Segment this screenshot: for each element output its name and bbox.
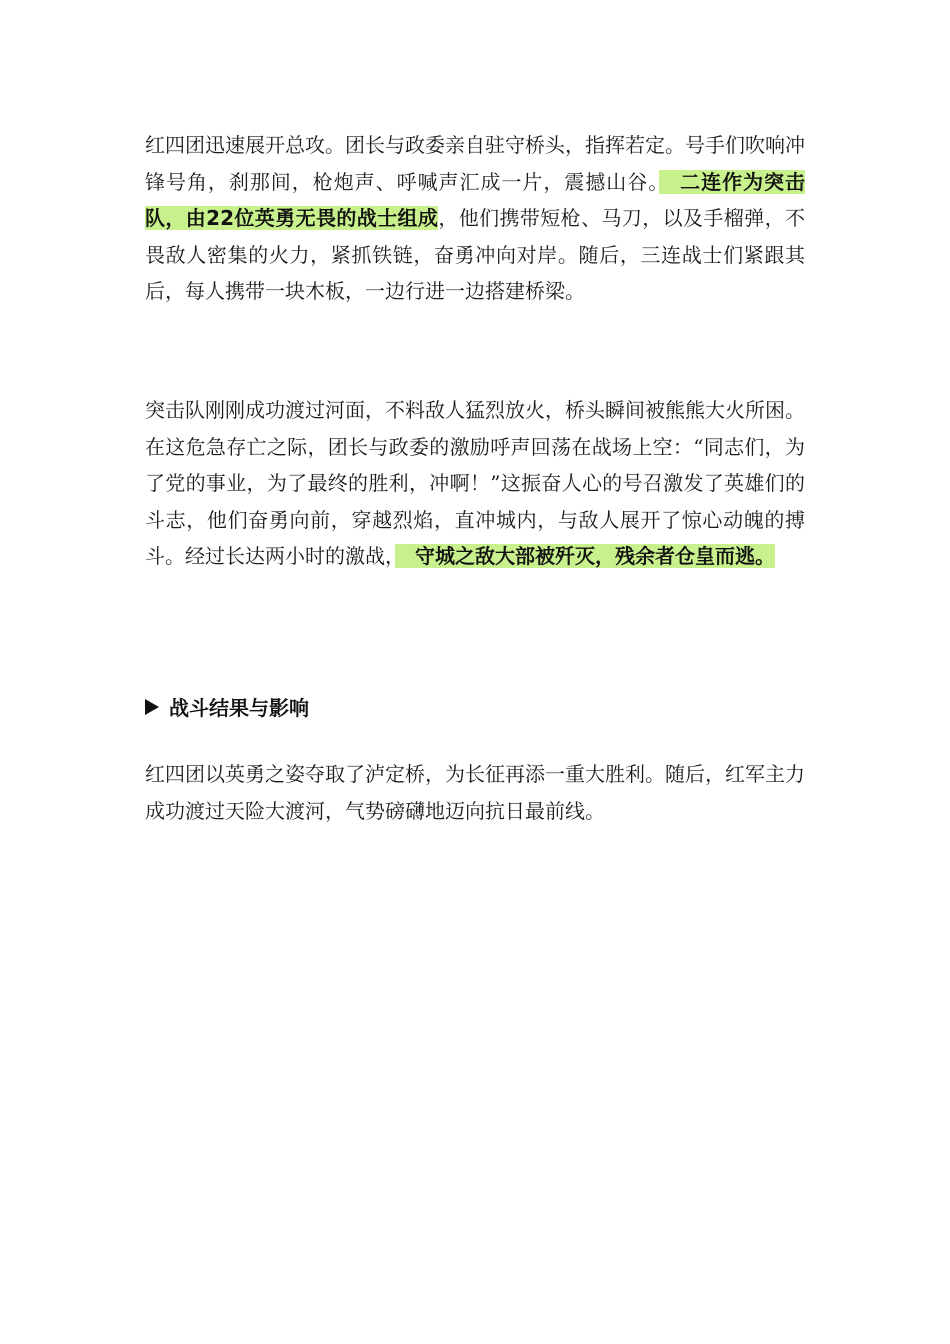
paragraph-assault-text: 红四团迅速展开总攻。团长与政委亲自驻守桥头，指挥若定。号手们吹响冲锋号角，刹那间，枪炮声、呼喊声汇成一片，震撼山谷。 [145, 133, 805, 194]
right-triangle-bullet-icon [145, 699, 159, 715]
paragraph-fire-battle-text: 突击队刚刚成功渡过河面，不料敌人猛烈放火，桥头瞬间被熊熊大火所困。在这危急存亡之际，团长与政委的激励呼声回荡在战场上空：“同志们，为了党的事业，为了最终的胜利，冲啊！”这振奋人心的号召激发了英雄们的斗志，他们奋勇向前，穿越烈焰，直冲城内，与敌人展开了惊心动魄的搏斗。经过长达两小时的激战， [145, 398, 805, 568]
paragraph-assault [145, 127, 805, 310]
paragraph-result-text: 红四团以英勇之姿夺取了泸定桥，为长征再添一重大胜利。随后，红军主力成功渡过天险大渡河，气势磅礴地迈向抗日最前线。 [145, 762, 805, 823]
paragraph-assault-text-continued: ，他们携带短枪、马刀，以及手榴弹，不畏敌人密集的火力，紧抓铁链，奋勇冲向对岸。随后，三连战士们紧跟其后，每人携带一块木板，一边行进一边搭建桥梁。 [145, 206, 805, 303]
section-heading [145, 692, 309, 721]
section-heading-label: 战斗结果与影响 [169, 696, 309, 720]
highlighted-text-enemy-defeated: 守城之敌大部被歼灭，残余者仓皇而逃。 [395, 544, 775, 568]
paragraph-fire-battle [145, 392, 805, 575]
paragraph-result [145, 756, 805, 829]
highlighted-text-assault-team: 二连作为突击队，由22位英勇无畏的战士组成 [145, 169, 806, 230]
